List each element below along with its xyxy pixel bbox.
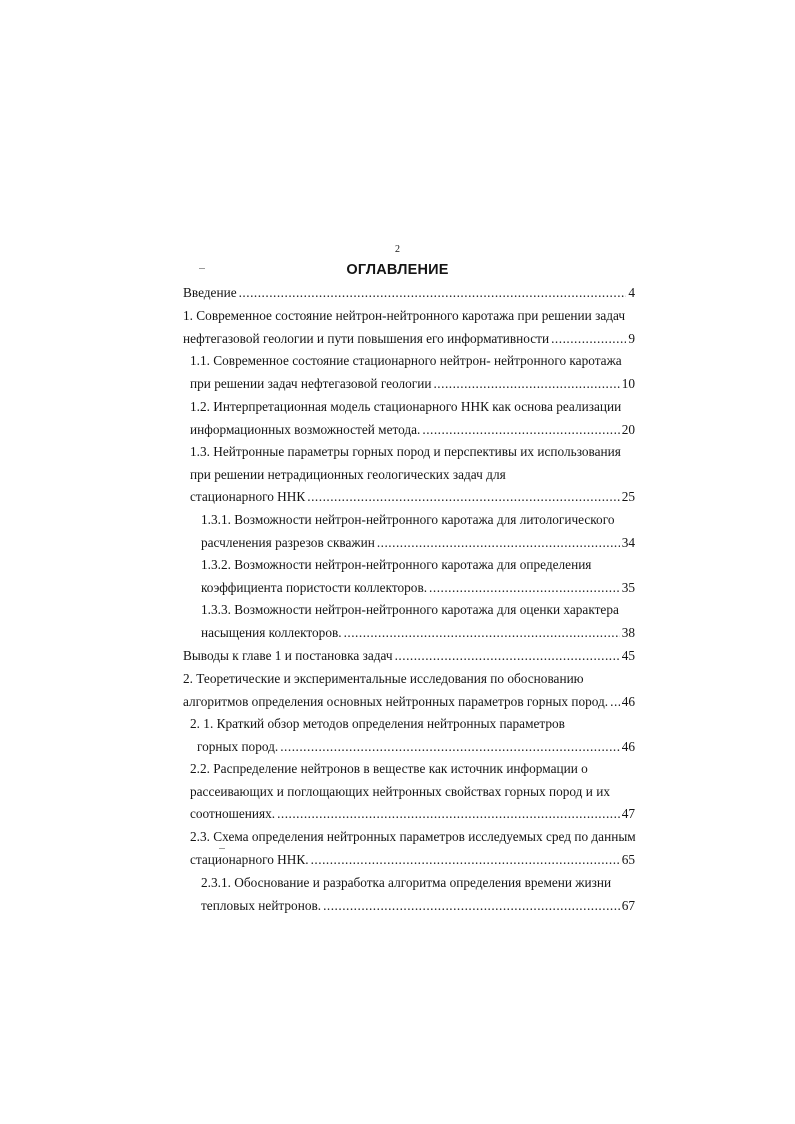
toc-entry[interactable] [201, 554, 635, 599]
toc-entry[interactable] [190, 441, 635, 509]
toc-entry[interactable] [201, 872, 635, 917]
toc-entry-text: рассеивающих и поглощающих нейтронных свойствах горных пород и их [190, 783, 610, 799]
toc-entry-text: нефтегазовой геологии и пути повышения его информативности [183, 330, 550, 346]
toc-entry-text: 2. 1. Краткий обзор методов определения нейтронных параметров [190, 716, 565, 731]
dot-leader [377, 532, 620, 555]
dot-leader [277, 803, 620, 826]
toc-entry-text: 1.3.3. Возможности нейтрон-нейтронного каротажа для оценки характера [201, 602, 619, 617]
toc-page-number: 25 [621, 489, 635, 505]
dot-leader [395, 645, 620, 668]
dot-leader [344, 622, 620, 645]
toc-page-number: 67 [621, 897, 635, 913]
toc-entry-text: соотношениях. [190, 806, 276, 822]
toc-entry-text: 1. Современное состояние нейтрон-нейтронного каротажа при решении задач [183, 308, 626, 323]
dot-leader [307, 486, 619, 509]
toc-entry-text: 1.3.1. Возможности нейтрон-нейтронного каротажа для литологического [201, 512, 615, 527]
dot-leader [422, 419, 619, 442]
toc-page-number: 47 [621, 806, 635, 822]
toc-entry-text: горных пород. [197, 738, 279, 754]
toc-entry-text: 1.2. Интерпретационная модель стационарного ННК как основа реализации [190, 399, 622, 414]
toc-page-number: 45 [621, 648, 635, 663]
toc-entry[interactable] [190, 396, 635, 441]
toc-entry-text: 2. Теоретические и экспериментальные исследования по обоснованию [183, 671, 584, 686]
dot-leader [311, 849, 620, 872]
dot-leader [433, 373, 619, 396]
toc-entry[interactable] [190, 713, 635, 758]
toc-entry-text: расчленения разрезов скважин [201, 534, 375, 550]
toc-page-number: 34 [621, 534, 635, 550]
toc-page-number: 46 [621, 693, 635, 709]
toc-page-number: 4 [628, 285, 635, 300]
toc-entry-text: 2.2. Распределение нейтронов в веществе как источник информации о [190, 761, 588, 776]
scan-artifact [199, 268, 205, 269]
toc-entry-text: 1.3.2. Возможности нейтрон-нейтронного каротажа для определения [201, 557, 592, 572]
toc-entry-text: 1.3. Нейтронные параметры горных пород и перспективы их использования [190, 444, 621, 459]
toc-entry[interactable] [190, 758, 635, 826]
toc-page-number: 65 [621, 851, 635, 867]
toc-entry[interactable] [201, 599, 635, 644]
toc-entry[interactable] [190, 350, 635, 395]
dot-leader [323, 895, 620, 918]
dot-leader [429, 577, 620, 600]
toc-entry-text: коэффициента пористости коллекторов. [201, 579, 428, 595]
toc-entry-text: Введение [183, 285, 237, 300]
dot-leader [239, 282, 627, 305]
dot-leader [551, 328, 626, 351]
toc-page-number: 10 [621, 375, 635, 391]
toc-entry-text: стационарного ННК. [190, 851, 309, 867]
toc-page-number: 20 [621, 421, 635, 437]
dot-leader [280, 736, 619, 759]
toc-entry-text: тепловых нейтронов. [201, 897, 322, 913]
dot-leader [610, 691, 620, 714]
toc-page-number: 46 [621, 738, 635, 754]
toc-entry-text: 2.3.1. Обоснование и разработка алгоритма определения времени жизни [201, 875, 612, 890]
toc-entry-text: при решении задач нефтегазовой геологии [190, 375, 432, 391]
toc-entry[interactable] [190, 826, 635, 871]
toc-entry[interactable] [183, 645, 635, 668]
toc-entry-text: информационных возможностей метода. [190, 421, 421, 437]
toc-heading: ОГЛАВЛЕНИЕ [346, 262, 449, 278]
toc-entry[interactable] [183, 305, 635, 350]
toc-entry[interactable] [183, 668, 635, 713]
toc-entry-text: 1.1. Современное состояние стационарного нейтрон- нейтронного каротажа [190, 353, 622, 368]
toc-entry-text: 2.3. Схема определения нейтронных параметров исследуемых сред по данным [190, 829, 636, 844]
toc-entry-text: насыщения коллекторов. [201, 624, 342, 640]
toc-page-number: 35 [621, 579, 635, 595]
toc-entry-text: Выводы к главе 1 и постановка задач [183, 648, 393, 663]
toc-entry[interactable] [201, 509, 635, 554]
toc-entry-text: алгоритмов определения основных нейтронных параметров горных пород. [183, 693, 609, 709]
toc-entry-text: при решении нетрадиционных геологических задач для [190, 466, 506, 482]
page-number: 2 [395, 244, 400, 255]
toc-page-number: 9 [628, 330, 635, 346]
toc-entry-text: стационарного ННК [190, 489, 306, 505]
toc-entry[interactable] [183, 282, 635, 305]
toc-page-number: 38 [621, 624, 635, 640]
